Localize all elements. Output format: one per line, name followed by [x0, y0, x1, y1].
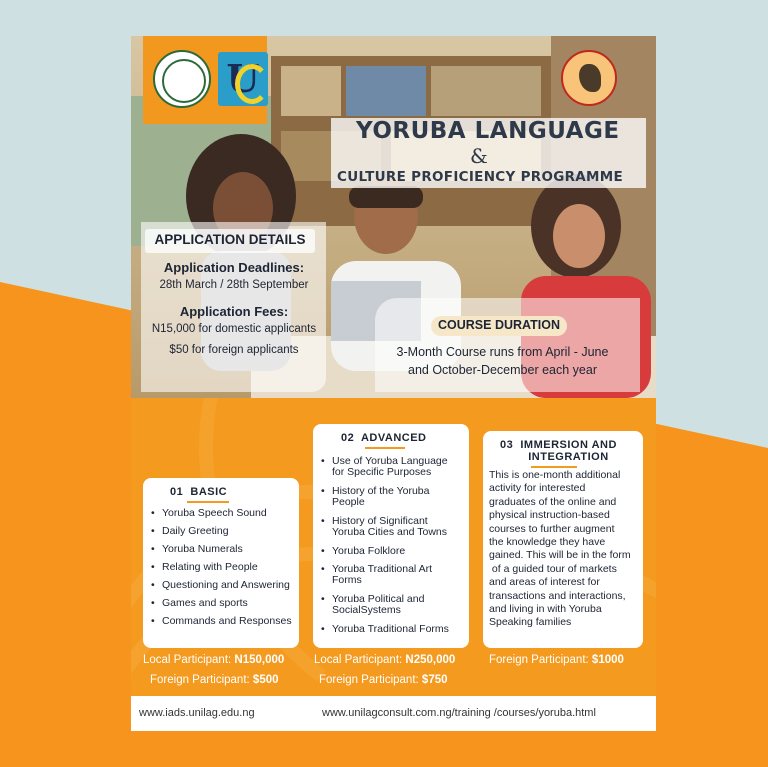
advanced-card-number: 02 — [341, 432, 355, 444]
advanced-card-name: ADVANCED — [360, 432, 427, 444]
basic-card — [143, 478, 299, 648]
title-ampersand: & — [470, 144, 488, 168]
list-item: • Daily Greeting — [151, 525, 229, 537]
list-item: • Questioning and Answering — [151, 579, 290, 591]
list-item: • History of the Yoruba People — [321, 485, 430, 508]
course-duration-line1: 3-Month Course runs from April - June — [396, 345, 609, 359]
footer-link-iads[interactable]: www.iads.unilag.edu.ng — [139, 707, 255, 719]
advanced-card-title — [341, 432, 427, 444]
page-title: YORUBA LANGUAGE — [356, 118, 620, 144]
list-item: • Yoruba Folklore — [321, 545, 406, 557]
list-item: • History of Significant Yoruba Cities and Towns — [321, 515, 447, 538]
basic-card-underline — [187, 501, 229, 503]
footer-link-unilagconsult[interactable]: www.unilagconsult.com.ng/training /courses/yoruba.html — [322, 707, 596, 719]
fees-label: Application Fees: — [179, 304, 289, 319]
list-item: • Yoruba Numerals — [151, 543, 243, 555]
list-item: • Yoruba Traditional Art Forms — [321, 563, 433, 586]
list-item: • Commands and Responses — [151, 615, 292, 627]
immersion-card — [483, 431, 643, 648]
basic-card-number: 01 — [170, 486, 184, 498]
fee-foreign: $50 for foreign applicants — [169, 344, 299, 356]
course-duration-line2: and October-December each year — [408, 363, 597, 377]
course-duration-heading: COURSE DURATION — [438, 318, 560, 332]
basic-topic-list — [151, 507, 292, 633]
advanced-card-underline — [365, 447, 405, 449]
advanced-topic-list — [321, 456, 451, 654]
list-item: • Relating with People — [151, 561, 258, 573]
list-item: • Yoruba Traditional Forms — [321, 623, 449, 635]
list-item: • Use of Yoruba Language for Specific Purposes — [321, 455, 448, 478]
immersion-card-underline — [531, 466, 577, 468]
basic-foreign-price: Foreign Participant: $500 — [150, 674, 279, 686]
immersion-card-number: 03 — [500, 439, 514, 451]
advanced-card — [313, 424, 469, 648]
deadlines-value: 28th March / 28th September — [159, 279, 309, 291]
basic-card-name: BASIC — [190, 486, 228, 498]
list-item: • Yoruba Political and SocialSystems — [321, 593, 425, 616]
immersion-card-name-line1: IMMERSION AND — [520, 439, 617, 451]
immersion-foreign-price: Foreign Participant: $1000 — [489, 654, 624, 666]
list-item: • Yoruba Speech Sound — [151, 507, 267, 519]
uc-logo-icon: U — [218, 52, 268, 106]
university-crest-icon — [153, 50, 211, 108]
logo-panel — [143, 36, 267, 124]
institute-seal-icon — [561, 50, 617, 106]
basic-local-price: Local Participant: N150,000 — [143, 654, 285, 666]
list-item: • Games and sports — [151, 597, 248, 609]
immersion-card-title — [500, 439, 617, 463]
advanced-local-price: Local Participant: N250,000 — [314, 654, 456, 666]
poster — [131, 36, 656, 731]
fee-domestic: N15,000 for domestic applicants — [151, 323, 317, 335]
page-subtitle: CULTURE PROFICIENCY PROGRAMME — [337, 169, 624, 185]
immersion-description: This is one-month additional activity for interested graduates of the online and physical instruction-based courses to further augment the knowledge they have gained. This will be in the form of a guided tour of markets and areas of interest for transactions and interactions, and living in with Yoruba Speaking families — [489, 469, 631, 629]
application-heading: APPLICATION DETAILS — [154, 232, 306, 247]
immersion-card-name-line2: INTEGRATION — [528, 451, 609, 463]
basic-card-title — [170, 486, 227, 498]
footer — [131, 696, 656, 731]
advanced-foreign-price: Foreign Participant: $750 — [319, 674, 448, 686]
deadlines-label: Application Deadlines: — [163, 260, 305, 275]
